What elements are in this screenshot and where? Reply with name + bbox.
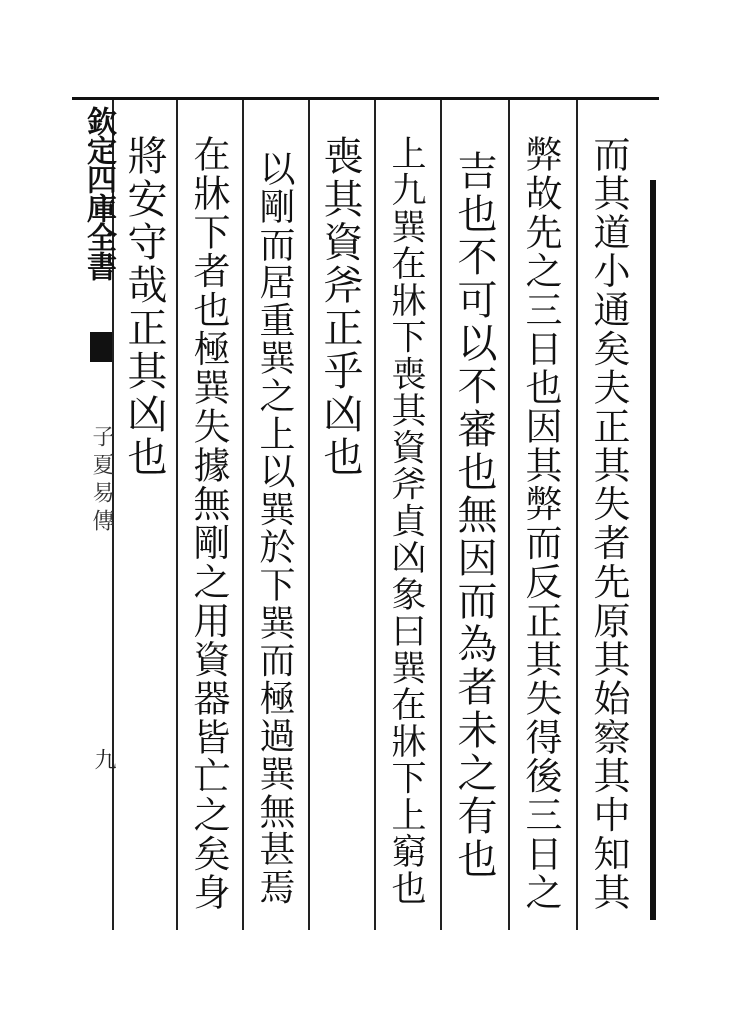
text-column-1: 而其道小通矣夫正其失者先原其始察其中知其 [587, 135, 630, 912]
column-divider [242, 100, 244, 930]
text-column-5: 喪其資斧正乎凶也 [317, 135, 363, 479]
top-border [72, 97, 659, 100]
column-divider [374, 100, 376, 930]
column-divider [576, 100, 578, 930]
volume-title: 子夏易傳 [89, 425, 114, 537]
text-column-3: 吉也不可以不審也無因而為者未之有也 [451, 150, 497, 881]
fishtail-marker [90, 332, 112, 362]
page-number: 九 [91, 748, 116, 770]
column-divider [308, 100, 310, 930]
column-divider [508, 100, 510, 930]
text-column-4: 上九巽在牀下喪其資斧貞凶象曰巽在牀下上窮也 [386, 135, 426, 907]
column-divider [176, 100, 178, 930]
book-title: 欽定四庫全書 [81, 106, 116, 280]
text-column-8: 將安守哉正其凶也 [121, 135, 167, 479]
text-column-2: 弊故先之三日也因其弊而反正其失得後三日之 [519, 135, 562, 912]
page-edge-shadow [650, 180, 656, 920]
text-column-7: 在牀下者也極巽失據無剛之用資器皆亡之矣身 [187, 135, 230, 912]
column-divider [440, 100, 442, 930]
text-column-6: 以剛而居重巽之上以巽於下巽而極過巽無甚焉 [254, 150, 295, 906]
